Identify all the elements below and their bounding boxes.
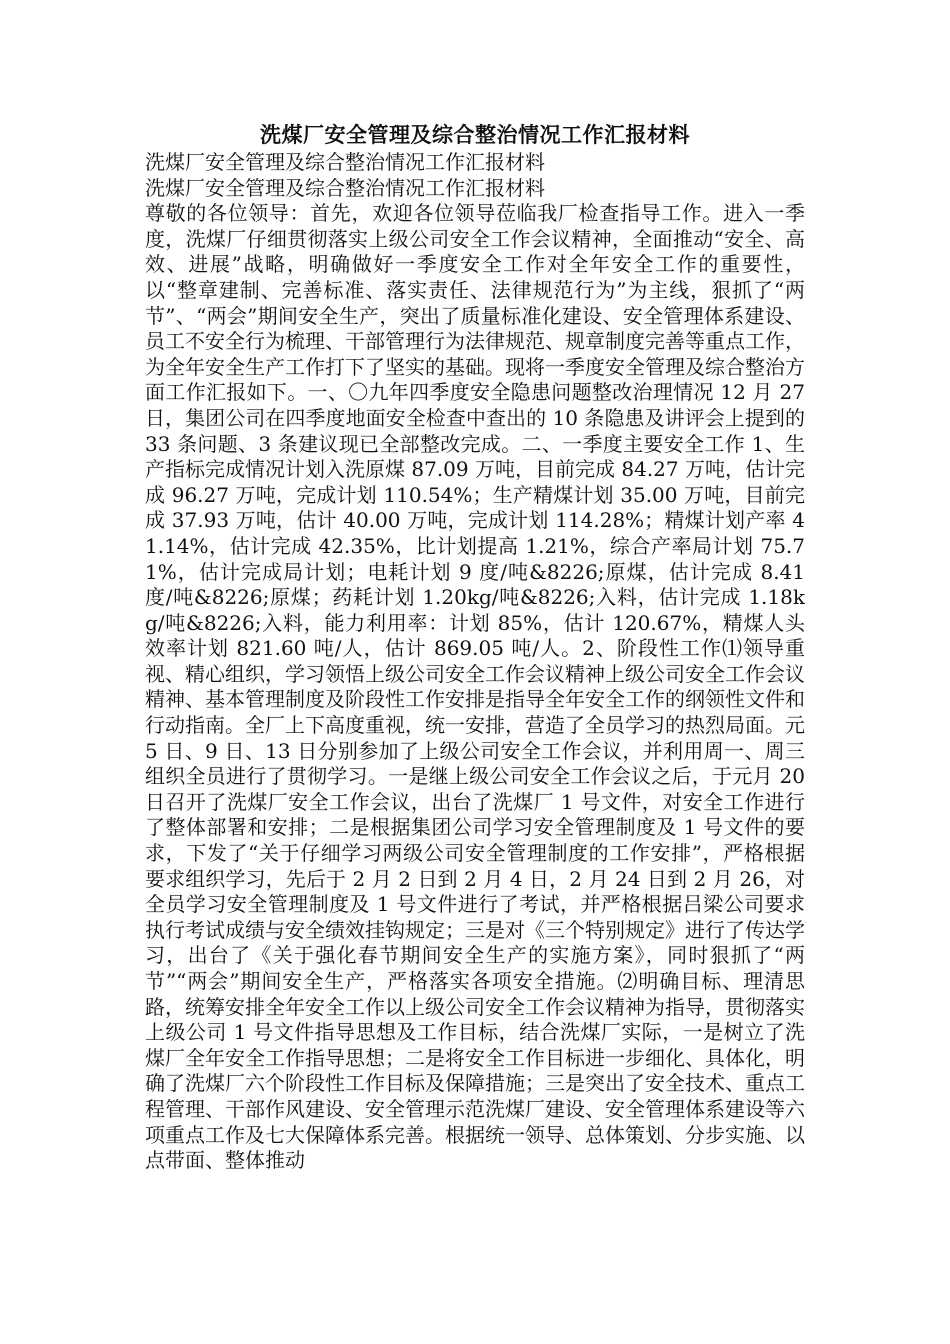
document-subtitle: 洗煤厂安全管理及综合整治情况工作汇报材料 [145, 150, 545, 174]
document-title: 洗煤厂安全管理及综合整治情况工作汇报材料 [260, 122, 690, 147]
document-subtitle: 洗煤厂安全管理及综合整治情况工作汇报材料 [145, 175, 545, 200]
document-page [145, 120, 805, 1174]
document-body: 尊敬的各位领导：首先，欢迎各位领导莅临我厂检查指导工作。进入一季度，洗煤厂仔细贯彻落实上级公司安全工作会议精神，全面推动“安全、高效、进展”战略，明确做好一季度安全工作对全年安全工作的重要性，以“整章建制、完善标准、落实责任、法律规范行为”为主线，狠抓了“两节”、“两会”期间安全生产，突出了质量标准化建设、安全管理体系建设、员工不安全行为梳理、干部管理行为法律规范、规章制度完善等重点工作，为全年安全生产工作打下了坚实的基础。现将一季度安全管理及综合整治方面工作汇报如下。一、〇九年四季度安全隐患问题整改治理情况 12 月 27 日，集团公司在四季度地面安全检查中查出的 10 条隐患及讲评会上提到的 33 条问题、3 条建议现已全部整改完成。二、一季度主要安全工作 1、生产指标完成情况计划入洗原煤 87.09 万吨，目前完成 84.27 万吨，估计完成 96.27 万吨，完成计划 110.54%；生产精煤计划 35.00 万吨，目前完成 37.93 万吨，估计 40.00 万吨，完成计划 114.28%；精煤计划产率 41.14%，估计完成 42.35%，比计划提高 1.21%，综合产率局计划 75.71%，估计完成局计划；电耗计划 9 度/吨&8226;原煤，估计完成 8.41 度/吨&8226;原煤；药耗计划 1.20kg/吨&8226;入料，估计完成 1.18kg/吨&8226;入料，能力利用率：计划 85%，估计 120.67%，精煤人头效率计划 821.60 吨/人，估计 869.05 吨/人。2、阶段性工作⑴领导重视、精心组织，学习领悟上级公司安全工作会议精神上级公司安全工作会议精神、基本管理制度及阶段性工作安排是指导全年安全工作的纲领性文件和行动指南。全厂上下高度重视，统一安排，营造了全员学习的热烈局面。元 5 日、9 日、13 日分别参加了上级公司安全工作会议，并利用周一、周三组织全员进行了贯彻学习。一是继上级公司安全工作会议之后，于元月 20 日召开了洗煤厂安全工作会议，出台了洗煤厂 1 号文件，对安全工作进行了整体部署和安排；二是根据集团公司学习安全管理制度及 1 号文件的要求，下发了“关于仔细学习两级公司安全管理制度的工作安排”，严格根据要求组织学习，先后于 2 月 2 日到 2 月 4 日，2 月 24 日到 2 月 26，对全员学习安全管理制度及 1 号文件进行了考试，并严格根据吕梁公司要求执行考试成绩与安全绩效挂钩规定；三是对《三个特别规定》进行了传达学习，出台了《关于强化春节期间安全生产的实施方案》，同时狠抓了“两节”“两会”期间安全生产，严格落实各项安全措施。⑵明确目标、理清思路，统筹安排全年安全工作以上级公司安全工作会议精神为指导，贯彻落实上级公司 1 号文件指导思想及工作目标，结合洗煤厂实际，一是树立了洗煤厂全年安全工作指导思想；二是将安全工作目标进一步细化、具体化，明确了洗煤厂六个阶段性工作目标及保障措施；三是突出了安全技术、重点工程管理、干部作风建设、安全管理示范洗煤厂建设、安全管理体系建设等六项重点工作及七大保障体系完善。根据统一领导、总体策划、分步实施、以点带面、整体推动 [145, 201, 805, 1173]
